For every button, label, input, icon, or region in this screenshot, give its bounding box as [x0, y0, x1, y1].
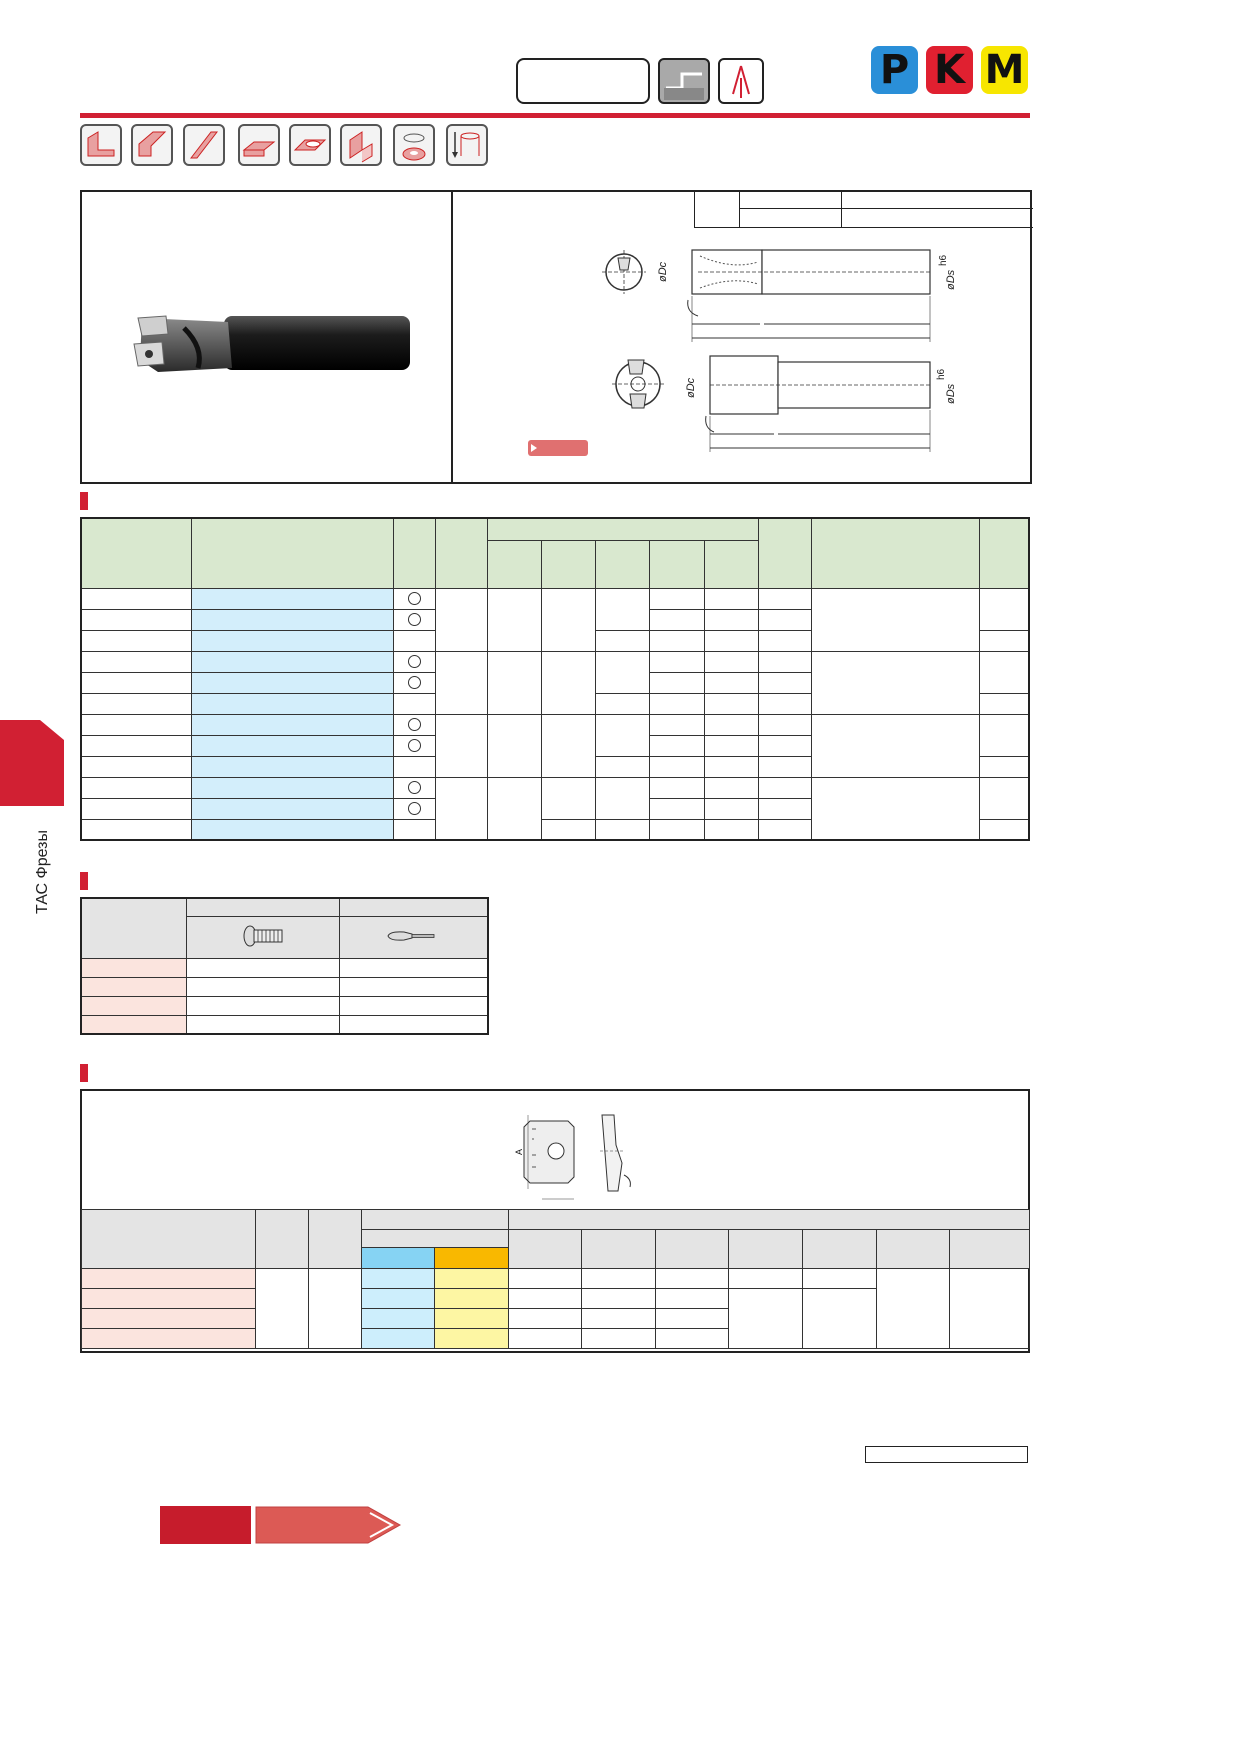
nav-prev-tab[interactable]	[160, 1506, 251, 1544]
ds-label: øDs	[945, 269, 957, 290]
toolholder-table	[80, 517, 1030, 841]
section-marker-1	[80, 492, 88, 510]
insert-table	[81, 1209, 1030, 1349]
ramping-icon	[183, 124, 225, 166]
table-row	[81, 588, 1029, 609]
grade-header-yellow	[435, 1248, 509, 1269]
shoulder-profile-icon	[658, 58, 710, 104]
stock-circle-icon	[408, 802, 421, 815]
insert-panel	[80, 1089, 1030, 1353]
side-milling-icon	[340, 124, 382, 166]
col-header-4	[435, 518, 487, 588]
table-row	[81, 777, 1029, 798]
dc-label: øDc	[657, 261, 669, 282]
table-row	[81, 651, 1029, 672]
operation-icons	[80, 124, 500, 168]
endmill-photo	[128, 304, 418, 384]
col-header-10	[758, 518, 811, 588]
tool-drawing-top	[602, 240, 962, 350]
cutting-edge-icon	[718, 58, 764, 104]
a-label: A	[514, 1148, 524, 1155]
dc-label-2: øDc	[685, 377, 697, 398]
col-header-3	[393, 518, 435, 588]
table-row	[81, 714, 1029, 735]
stock-circle-icon	[408, 718, 421, 731]
section-marker-2	[80, 872, 88, 890]
grade-header-cyan	[362, 1248, 435, 1269]
stock-circle-icon	[408, 613, 421, 626]
plunging-icon	[446, 124, 488, 166]
section-marker-3	[80, 1064, 88, 1082]
ds-label-2: øDs	[945, 383, 957, 404]
photo-divider	[451, 192, 453, 482]
header-rule	[80, 113, 1030, 118]
tool-drawing-bottom	[602, 352, 962, 462]
stock-circle-icon	[408, 739, 421, 752]
h6-label-2: h6	[936, 368, 947, 380]
col-header-12	[979, 518, 1029, 588]
stock-circle-icon	[408, 781, 421, 794]
shoulder-milling-icon	[80, 124, 122, 166]
spec-grid	[694, 192, 1032, 228]
h6-label: h6	[938, 254, 949, 266]
stock-circle-icon	[408, 592, 421, 605]
col-header-2	[191, 518, 393, 588]
screwdriver-icon	[386, 928, 440, 944]
stock-circle-icon	[408, 676, 421, 689]
material-badge-m: M	[981, 46, 1028, 94]
title-box	[516, 58, 650, 104]
reference-button[interactable]	[528, 440, 588, 456]
stock-circle-icon	[408, 655, 421, 668]
table-row	[82, 1269, 1030, 1289]
side-tab-label: ТАС Фрезы	[34, 829, 51, 914]
insert-drawing	[512, 1105, 652, 1205]
slotting-icon	[131, 124, 173, 166]
material-badge-k: K	[926, 46, 973, 94]
clamp-screw-icon	[240, 923, 286, 949]
col-header-11	[811, 518, 979, 588]
pocket-milling-icon	[289, 124, 331, 166]
note-box	[865, 1446, 1028, 1463]
material-badge-p: P	[871, 46, 918, 94]
helical-interpolation-icon	[393, 124, 435, 166]
product-panel	[80, 190, 1032, 484]
nav-next-arrow[interactable]	[254, 1503, 404, 1547]
spare-parts-table	[80, 897, 489, 1035]
col-header-1	[81, 518, 191, 588]
side-tab	[0, 720, 64, 806]
face-milling-icon	[238, 124, 280, 166]
col-header-dimensions	[487, 518, 758, 540]
